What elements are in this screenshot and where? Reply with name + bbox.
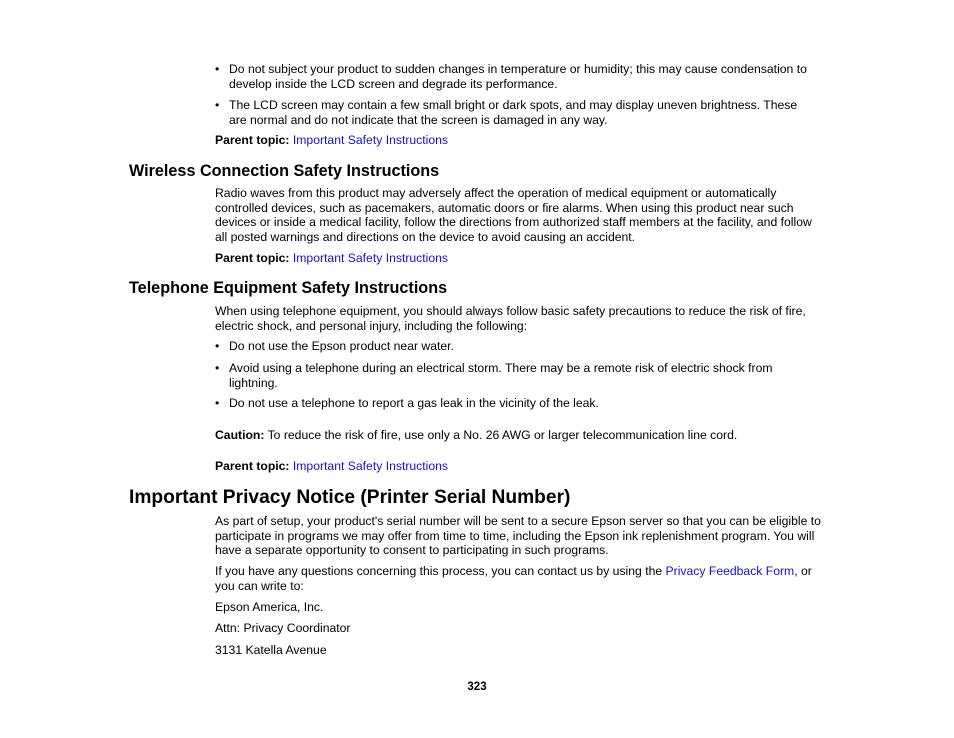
wireless-body: Radio waves from this product may adversely affect the operation of medical equipment or automatically controlled devices, such as pacemakers, automatic doors or fire alarms. When using this product near such devices or inside a medical facility, follow the directions from authorized staff members at the facility, and follow all posted warnings and directions on the device to avoid causing an accident.	[215, 186, 812, 244]
parent-topic	[215, 133, 827, 148]
parent-topic-link[interactable]: Important Safety Instructions	[292, 251, 449, 265]
caution-label: Caution:	[215, 428, 265, 442]
bullet-dot: •	[215, 62, 220, 76]
address-line: Epson America, Inc.	[215, 600, 324, 614]
caution-note	[215, 428, 827, 443]
bullet-dot: •	[215, 98, 220, 112]
privacy-feedback-form-link[interactable]: Privacy Feedback Form	[665, 564, 795, 578]
privacy-paragraph-2	[215, 564, 827, 593]
parent-topic	[215, 459, 827, 474]
bullet-dot: •	[215, 339, 220, 353]
list-item	[215, 396, 815, 411]
page-number: 323	[467, 681, 487, 693]
caution-text: To reduce the risk of fire, use only a No. 26 AWG or larger telecommunication line cord.	[264, 428, 738, 442]
list-item-text: The LCD screen may contain a few small bright or dark spots, and may display uneven brightness. These are normal and do not indicate that the screen is damaged in any way.	[229, 98, 798, 127]
list-item-text: Do not subject your product to sudden changes in temperature or humidity; this may cause condensation to develop inside the LCD screen and degrade its performance.	[229, 62, 807, 91]
bullet-dot: •	[215, 396, 220, 410]
parent-topic-link[interactable]: Important Safety Instructions	[292, 133, 449, 147]
list-item	[215, 62, 815, 91]
address-line: 3131 Katella Avenue	[215, 643, 327, 657]
bullet-dot: •	[215, 361, 220, 375]
list-item-text: Do not use a telephone to report a gas leak in the vicinity of the leak.	[229, 396, 599, 410]
parent-topic-label: Parent topic:	[215, 459, 290, 473]
list-item-text: Do not use the Epson product near water.	[229, 339, 454, 353]
list-item-text: Avoid using a telephone during an electrical storm. There may be a remote risk of electric shock from lightning.	[229, 361, 773, 390]
section-heading-privacy: Important Privacy Notice (Printer Serial Number)	[129, 487, 571, 508]
section-heading-wireless: Wireless Connection Safety Instructions	[129, 162, 440, 180]
telephone-intro: When using telephone equipment, you should always follow basic safety precautions to reduce the risk of fire, electric shock, and personal injury, including the following:	[215, 304, 806, 333]
list-item	[215, 98, 815, 127]
parent-topic-link[interactable]: Important Safety Instructions	[292, 459, 449, 473]
parent-topic	[215, 251, 827, 266]
list-item	[215, 361, 815, 390]
section-heading-telephone: Telephone Equipment Safety Instructions	[129, 279, 448, 297]
parent-topic-label: Parent topic:	[215, 133, 290, 147]
privacy-p2-after: , or you can write to:	[215, 564, 812, 593]
parent-topic-label: Parent topic:	[215, 251, 290, 265]
privacy-paragraph-1: As part of setup, your product's serial number will be sent to a secure Epson server so that you can be eligible to participate in programs we may offer from time to time, including the Epson ink replenishment program. You will have a separate opportunity to consent to participating in such programs.	[215, 514, 821, 557]
address-line: Attn: Privacy Coordinator	[215, 621, 351, 635]
list-item	[215, 339, 815, 354]
privacy-p2-before: If you have any questions concerning this process, you can contact us by using the	[215, 564, 666, 578]
